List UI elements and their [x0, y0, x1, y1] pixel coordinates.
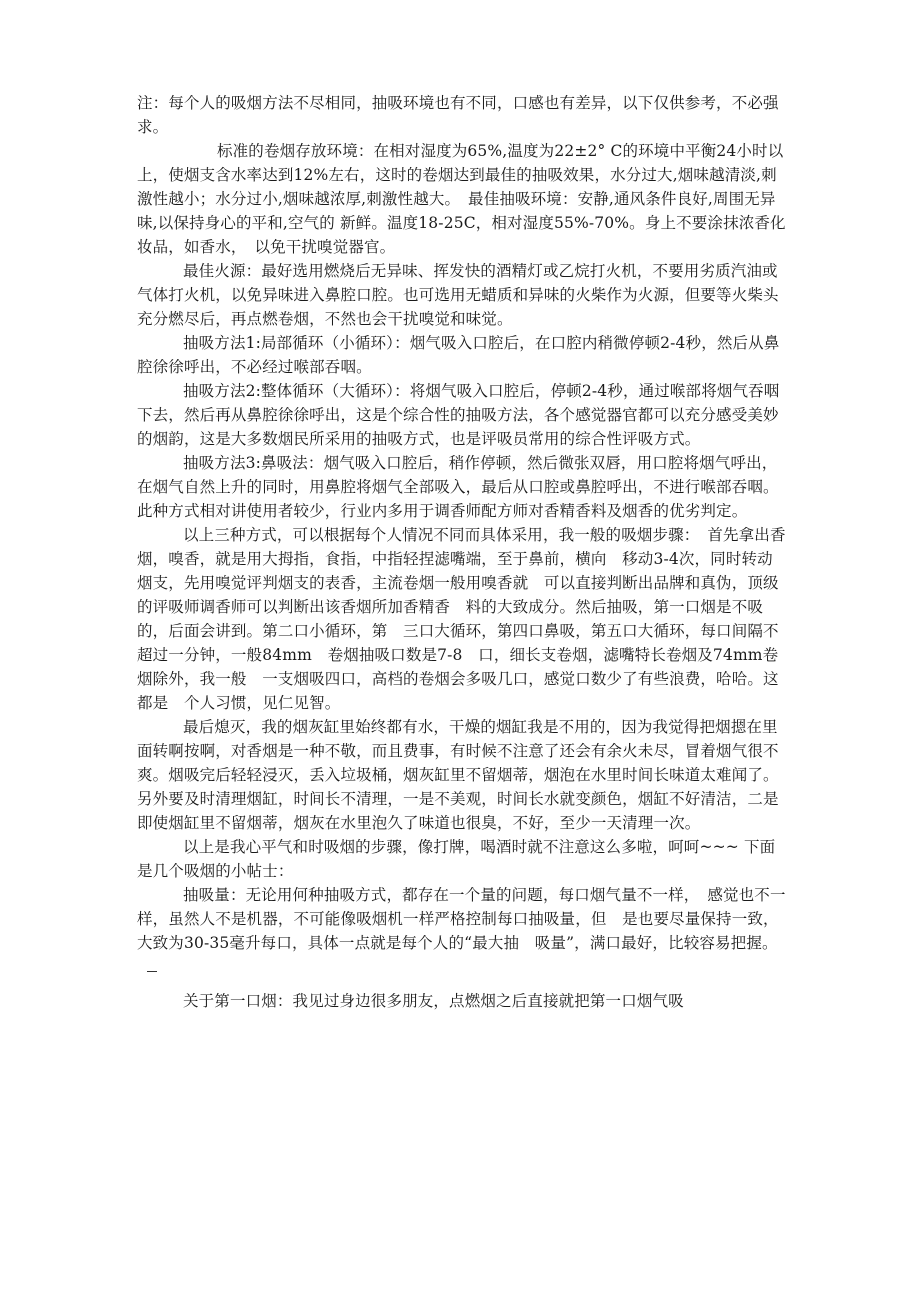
storage-environment-paragraph: 标准的卷烟存放环境：在相对湿度为65%,温度为22±2° C的环境中平衡24小时以上，使烟支含水率达到12%左右，这时的卷烟达到最佳的抽吸效果，水分过大,烟味越清淡,刺激性越小；水分过小,烟味越浓厚,刺激性越大。 最佳抽吸环境：安静,通风条件良好,周围无异味,以保持身心的平和,空气的 新鲜。温度18-25C，相对湿度55%-70%。身上不要涂抹浓香化妆品，如香水， 以免干扰嗅觉器官。	[137, 142, 786, 256]
extinguish-paragraph: 最后熄灭，我的烟灰缸里始终都有水，干燥的烟缸我是不用的，因为我觉得把烟摁在里面转啊按啊，对香烟是一种不敬，而且费事，有时候不注意了还会有余火未尽，冒着烟气很不爽。烟吸完后轻轻浸灭，丢入垃圾桶，烟灰缸里不留烟蒂，烟泡在水里时间长味道太难闻了。另外要及时清理烟缸，时间长不清理，一是不美观，时间长水就变颜色，烟缸不好清洁，二是即使烟缸里不留烟蒂，烟灰在水里泡久了味道也很臭，不好，至少一天清理一次。	[137, 718, 779, 832]
method-3-paragraph: 抽吸方法3:鼻吸法：烟气吸入口腔后，稍作停顿，然后微张双唇，用口腔将烟气呼出，在烟气自然上升的同时，用鼻腔将烟气全部吸入，最后从口腔或鼻腔呼出，不进行喉部吞咽。此种方式相对讲使用者较少，行业内多用于调香师配方师对香精香料及烟香的优劣判定。	[137, 454, 779, 520]
document-body	[137, 91, 787, 1013]
method-1-paragraph: 抽吸方法1:局部循环（小循环）：烟气吸入口腔后，在口腔内稍微停顿2-4秒，然后从鼻腔徐徐呼出，不必经过喉部吞咽。	[137, 334, 780, 376]
tips-intro-paragraph: 以上是我心平气和时吸烟的步骤，像打牌，喝酒时就不注意这么多啦，呵呵~~~ 下面是几个吸烟的小帖士：	[137, 838, 776, 880]
first-puff-paragraph: 关于第一口烟：我见过身边很多朋友，点燃烟之后直接就把第一口烟气吸	[183, 992, 684, 1010]
note-paragraph: 注：每个人的吸烟方法不尽相同，抽吸环境也有不同，口感也有差异，以下仅供参考，不必强求。	[137, 94, 779, 136]
puff-volume-text: 抽吸量：无论用何种抽吸方式，都存在一个量的问题，每口烟气量不一样， 感觉也不一样，虽然人不是机器，不可能像吸烟机一样严格控制每口抽吸量，但 是也要尽量保持一致，大致为30-35毫升每口，具体一点就是每个人的“最大抽 吸量”，满口最好，比较容易把握。	[137, 886, 786, 952]
text-cursor	[147, 957, 157, 972]
steps-paragraph: 以上三种方式，可以根据每个人情况不同而具体采用，我一般的吸烟步骤： 首先拿出香烟，嗅香，就是用大拇指，食指，中指轻捏滤嘴端，至于鼻前，横向 移动3-4次，同时转动烟支，先用嗅觉评判烟支的表香，主流卷烟一般用嗅香就 可以直接判断出品牌和真伪，顶级的评吸师调香师可以判断出该香烟所加香精香 料的大致成分。然后抽吸，第一口烟是不吸的，后面会讲到。第二口小循环，第 三口大循环，第四口鼻吸，第五口大循环，每口间隔不超过一分钟，一般84mm 卷烟抽吸口数是7-8 口，细长支卷烟，滤嘴特长卷烟及74mm卷烟除外，我一般 一支烟吸四口，高档的卷烟会多吸几口，感觉口数少了有些浪费，哈哈。这都是 个人习惯，见仁见智。	[137, 526, 786, 712]
method-2-paragraph: 抽吸方法2:整体循环（大循环）：将烟气吸入口腔后，停顿2-4秒，通过喉部将烟气吞咽下去，然后再从鼻腔徐徐呼出，这是个综合性的抽吸方法，各个感觉器官都可以充分感受美妙的烟韵，这是大多数烟民所采用的抽吸方式，也是评吸员常用的综合性评吸方式。	[137, 382, 780, 448]
puff-volume-paragraph	[137, 883, 787, 979]
fire-source-paragraph: 最佳火源：最好选用燃烧后无异味、挥发快的酒精灯或乙烷打火机，不要用劣质汽油或气体打火机，以免异味进入鼻腔口腔。也可选用无蜡质和异味的火柴作为火源，但要等火柴头充分燃尽后，再点燃卷烟，不然也会干扰嗅觉和味觉。	[137, 262, 779, 328]
